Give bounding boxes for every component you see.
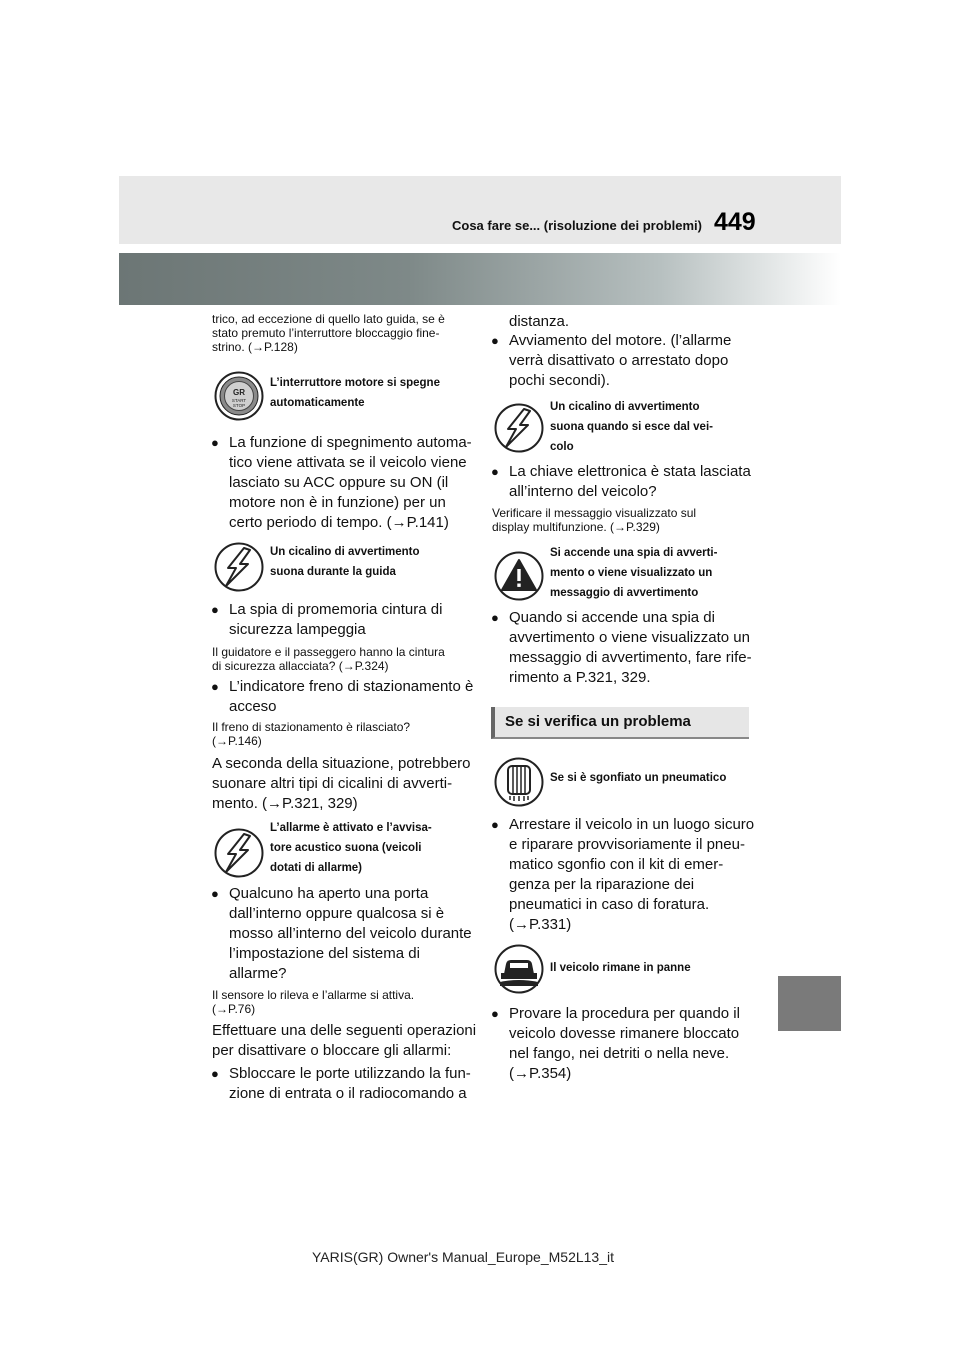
bullet-start-engine: ● Avviamento del motore. (l’allarme verrà disattivato o arrestato dopo pochi secondi). bbox=[491, 332, 732, 389]
label-warning-light: Si accende una spia di avverti- mento o viene visualizzato un messaggio di avvertimento bbox=[550, 547, 718, 599]
label-alarm: L’allarme è attivato e l’avvisa- tore acustico suona (veicoli dotati di allarme) bbox=[270, 822, 432, 874]
bullet-parking-brake: ● L’indicatore freno di stazionamento è acceso bbox=[211, 678, 474, 715]
start-icon-text-bot: STOP bbox=[232, 403, 246, 408]
flat-tire-icon bbox=[494, 757, 544, 807]
note-check-display: Verificare il messaggio visualizzato sul display multifunzione. (→P.329) bbox=[492, 506, 697, 534]
section-heading bbox=[491, 707, 749, 739]
label-engine-off: L’interruttore motore si spegne automaticamente bbox=[270, 377, 440, 409]
start-stop-button-icon bbox=[214, 371, 264, 421]
bullet-warning-light: ● Quando si accende una spia di avvertimento o viene visualizzato un messaggio di avvertimento, fare rife- rimento a P.321, 329. bbox=[491, 609, 752, 686]
label-exit-buzzer: Un cicalino di avvertimento suona quando si esce dal vei- colo bbox=[550, 401, 713, 453]
text-continued: distanza. bbox=[509, 313, 570, 330]
label-flat-tire: Se si è sgonfiato un pneumatico bbox=[550, 772, 727, 784]
footer-text: YARIS(GR) Owner's Manual_Europe_M52L13_it bbox=[312, 1249, 614, 1265]
warning-icon bbox=[494, 551, 544, 601]
gradient-bar bbox=[119, 253, 841, 305]
bullet-door-opened: ● Qualcuno ha aperto una porta dall’interno oppure qualcosa si è mosso all’interno del veicolo durante l’impostazione del sistema di allarme? bbox=[211, 885, 472, 982]
stuck-vehicle-icon bbox=[494, 944, 544, 994]
note-sensor: Il sensore lo rileva e l’allarme si attiva. (→P.76) bbox=[212, 988, 415, 1016]
intro-text: trico, ad eccezione di quello lato guida, se è stato premuto l’interruttore bloccaggio fine- strino. (→P.128) bbox=[212, 312, 445, 354]
exit-buzzer-icon bbox=[494, 403, 544, 453]
start-icon-text-top: GR bbox=[233, 388, 245, 397]
bullet-key-left: ● La chiave elettronica è stata lasciata all’interno del veicolo? bbox=[491, 463, 751, 500]
page-number: 449 bbox=[714, 208, 756, 236]
note-seatbelt: Il guidatore e il passeggero hanno la cintura di sicurezza allacciata? (→P.324) bbox=[212, 645, 445, 673]
alarm-buzzer-icon bbox=[214, 828, 264, 878]
bullet-repair-tire: ● Arrestare il veicolo in un luogo sicuro e riparare provvisoriamente il pneu- matico sgonfio con il kit di emer- genza per la riparazione dei pneumatici in caso di foratura. (→P.331) bbox=[491, 816, 755, 933]
chapter-tab bbox=[778, 976, 841, 1031]
label-buzzer-driving: Un cicalino di avvertimento suona durante la guida bbox=[270, 546, 420, 578]
section-title: Se si verifica un problema bbox=[505, 713, 691, 730]
start-icon-text-mid: START bbox=[231, 398, 247, 403]
bullet-seatbelt: ● La spia di promemoria cintura di sicurezza lampeggia bbox=[211, 601, 443, 638]
buzzer-icon bbox=[214, 542, 264, 592]
note-parking-brake: Il freno di stazionamento è rilasciato? (→P.146) bbox=[212, 720, 411, 748]
bullet-auto-off: ● La funzione di spegnimento automa- tico viene attivata se il veicolo viene lasciato su ACC oppure su ON (il motore non è in funzione) per un certo periodo di tempo. (→P.141) bbox=[211, 434, 472, 531]
para-disable-alarm: Effettuare una delle seguenti operazioni per disattivare o bloccare gli allarmi: bbox=[212, 1022, 477, 1059]
bullet-stuck-procedure: ● Provare la procedura per quando il veicolo dovesse rimanere bloccato nel fango, nei detriti o nella neve. (→P.354) bbox=[491, 1005, 740, 1082]
para-other-buzzers: A seconda della situazione, potrebbero suonare altri tipi di cicalini di avverti- mento. (→P.321, 329) bbox=[212, 755, 471, 812]
header-title: Cosa fare se... (risoluzione dei problemi) bbox=[452, 218, 702, 233]
bullet-unlock-doors: ● Sbloccare le porte utilizzando la fun- zione di entrata o il radiocomando a bbox=[211, 1065, 471, 1102]
label-stuck-vehicle: Il veicolo rimane in panne bbox=[550, 962, 691, 974]
